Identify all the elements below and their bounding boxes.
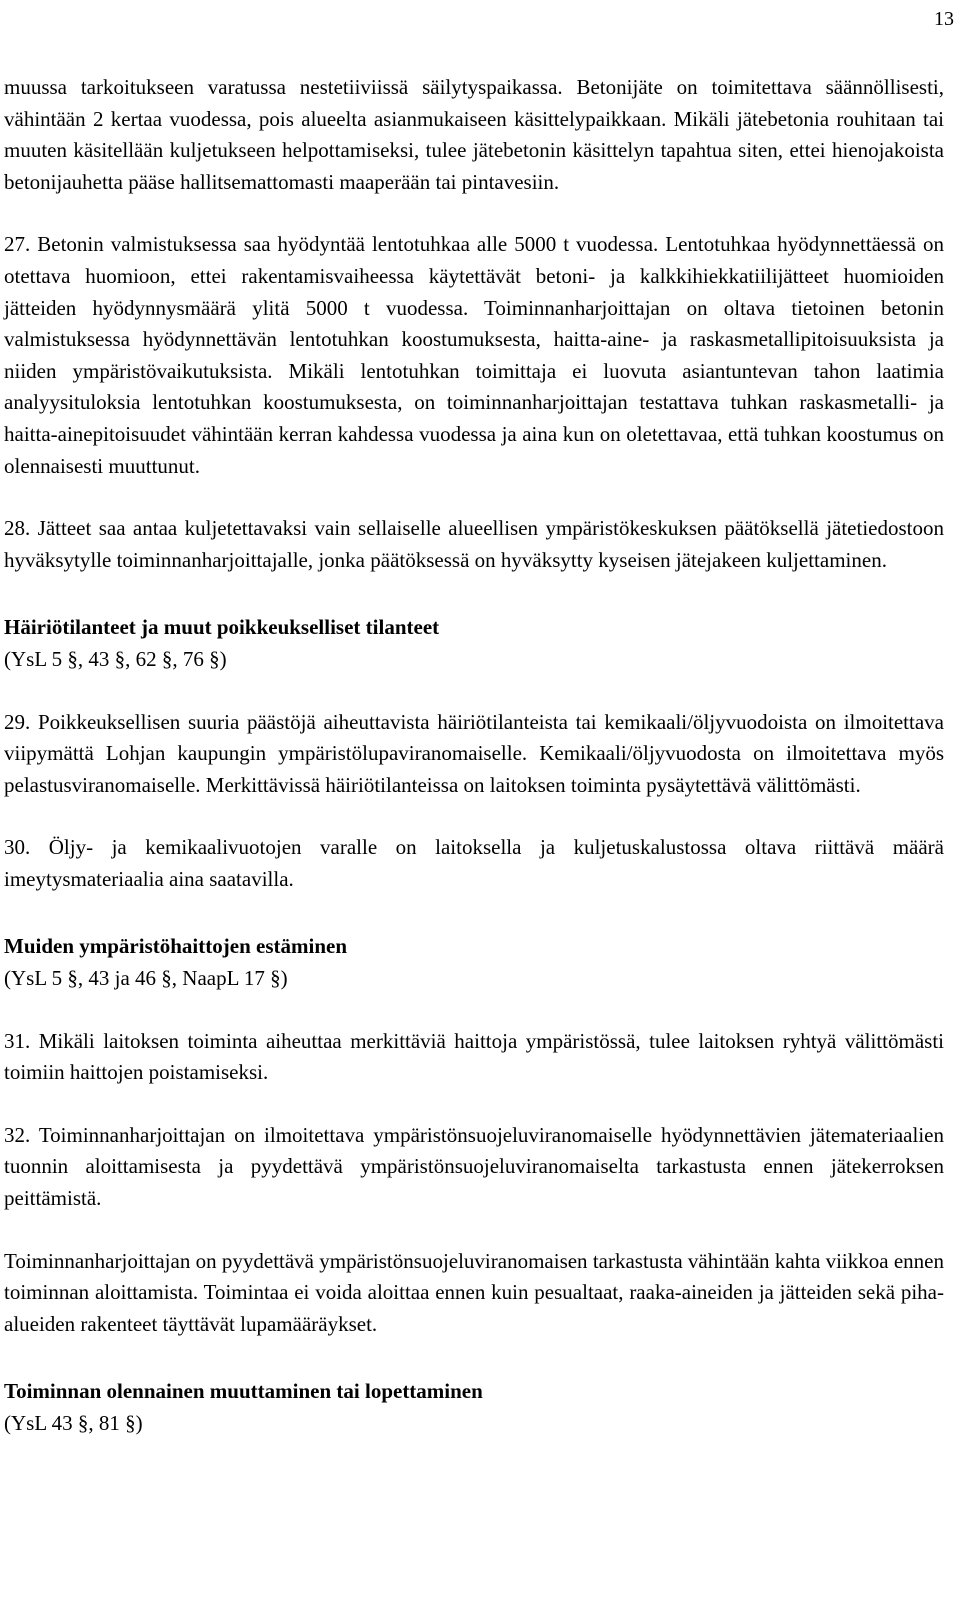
paragraph-inspection-request: Toiminnanharjoittajan on pyydettävä ympäristönsuojeluviranomaisen tarkastusta vähintään kahta viikkoa ennen toiminnan aloittamista. Toimintaa ei voida aloittaa ennen kuin pesualtaat, raaka-aineiden ja jätteiden sekä piha-alueiden rakenteet täyttävät lupamääräykset. — [4, 1248, 944, 1336]
section-reference-changes-closure: (YsL 43 §, 81 §) — [4, 1411, 143, 1435]
section-heading-disturbances: Häiriötilanteet ja muut poikkeukselliset tilanteet — [4, 615, 440, 640]
section-heading-other-hazards: Muiden ympäristöhaittojen estäminen — [4, 934, 347, 959]
paragraph-30: 30. Öljy- ja kemikaalivuotojen varalle on laitoksella ja kuljetuskalustossa oltava riittävä määrä imeytysmateriaalia aina saatavilla. — [4, 835, 944, 891]
paragraph-31: 31. Mikäli laitoksen toiminta aiheuttaa merkittäviä haittoja ympäristössä, tulee laitoksen ryhtyä välittömästi toimiin haittojen poistamiseksi. — [4, 1028, 944, 1085]
section-heading-changes-closure: Toiminnan olennainen muuttaminen tai lopettaminen — [4, 1379, 483, 1404]
section-reference-disturbances: (YsL 5 §, 43 §, 62 §, 76 §) — [4, 646, 227, 671]
section-reference-other-hazards: (YsL 5 §, 43 ja 46 §, NaapL 17 §) — [4, 966, 288, 991]
paragraph-27: 27. Betonin valmistuksessa saa hyödyntää lentotuhkaa alle 5000 t vuodessa. Lentotuhkaa hyödynnettäessä on otettava huomioon, ettei rakentamisvaiheessa käytettävät betoni- ja kalkkihiekkatiilijätteet huomioiden jätteiden hyödynnysmäärä ylitä 5000 t vuodessa. Toiminnanharjoittajan on oltava tietoinen betonin valmistuksessa hyödynnettävän lentotuhkan koostumuksesta, haitta-aine- ja raskasmetallipitoisuuksista ja niiden ympäristövaikutuksista. Mikäli lentotuhkan toimittaja ei luovuta asiantuntevan tahon laatimia analyysituloksia lentotuhkan koostumuksesta, on toiminnanharjoittajan testattava tuhkan raskasmetalli- ja haitta-ainepitoisuudet vähintään kerran kahdessa vuodessa ja aina kun on oletettavaa, että tuhkan koostumus on olennaisesti muuttunut. — [4, 232, 944, 478]
paragraph-32: 32. Toiminnanharjoittajan on ilmoitettava ympäristönsuojeluviranomaiselle hyödynnettävien jätemateriaalien tuonnin aloittamisesta ja pyydettävä ympäristönsuojeluviranomaiselta tarkastusta ennen jätekerroksen peittämistä. — [4, 1122, 944, 1211]
paragraph-29: 29. Poikkeuksellisen suuria päästöjä aiheuttavista häiriötilanteista tai kemikaali/öljyvuodoista on ilmoitettava viipymättä Lohjan kaupungin ympäristölupaviranomaiselle. Kemikaali/öljyvuodosta on ilmoitettava myös pelastusviranomaiselle. Merkittävissä häiriötilanteissa on laitoksen toiminta pysäytettävä välittömästi. — [4, 709, 944, 797]
paragraph-28: 28. Jätteet saa antaa kuljetettavaksi vain sellaiselle alueellisen ympäristökeskuksen päätöksellä jätetiedostoon hyväksytylle toiminnanharjoittajalle, jonka päätöksessä on hyväksytty kyseisen jätejakeen kuljettaminen. — [4, 516, 944, 572]
paragraph-concrete-waste: muussa tarkoitukseen varatussa nestetiiviissä säilytyspaikassa. Betonijäte on toimitettava säännöllisesti, vähintään 2 kertaa vuodessa, pois alueelta asianmukaiseen käsittelypaikkaan. Mikäli jätebetonia rouhitaan tai muuten käsitellään kuljetukseen helpottamiseksi, tulee jätebetonin käsittelyn tapahtua siten, ettei hienojakoista betonijauhetta pääse hallitsemattomasti maaperään tai pintavesiin. — [4, 75, 944, 194]
page-number: 13 — [934, 8, 954, 30]
